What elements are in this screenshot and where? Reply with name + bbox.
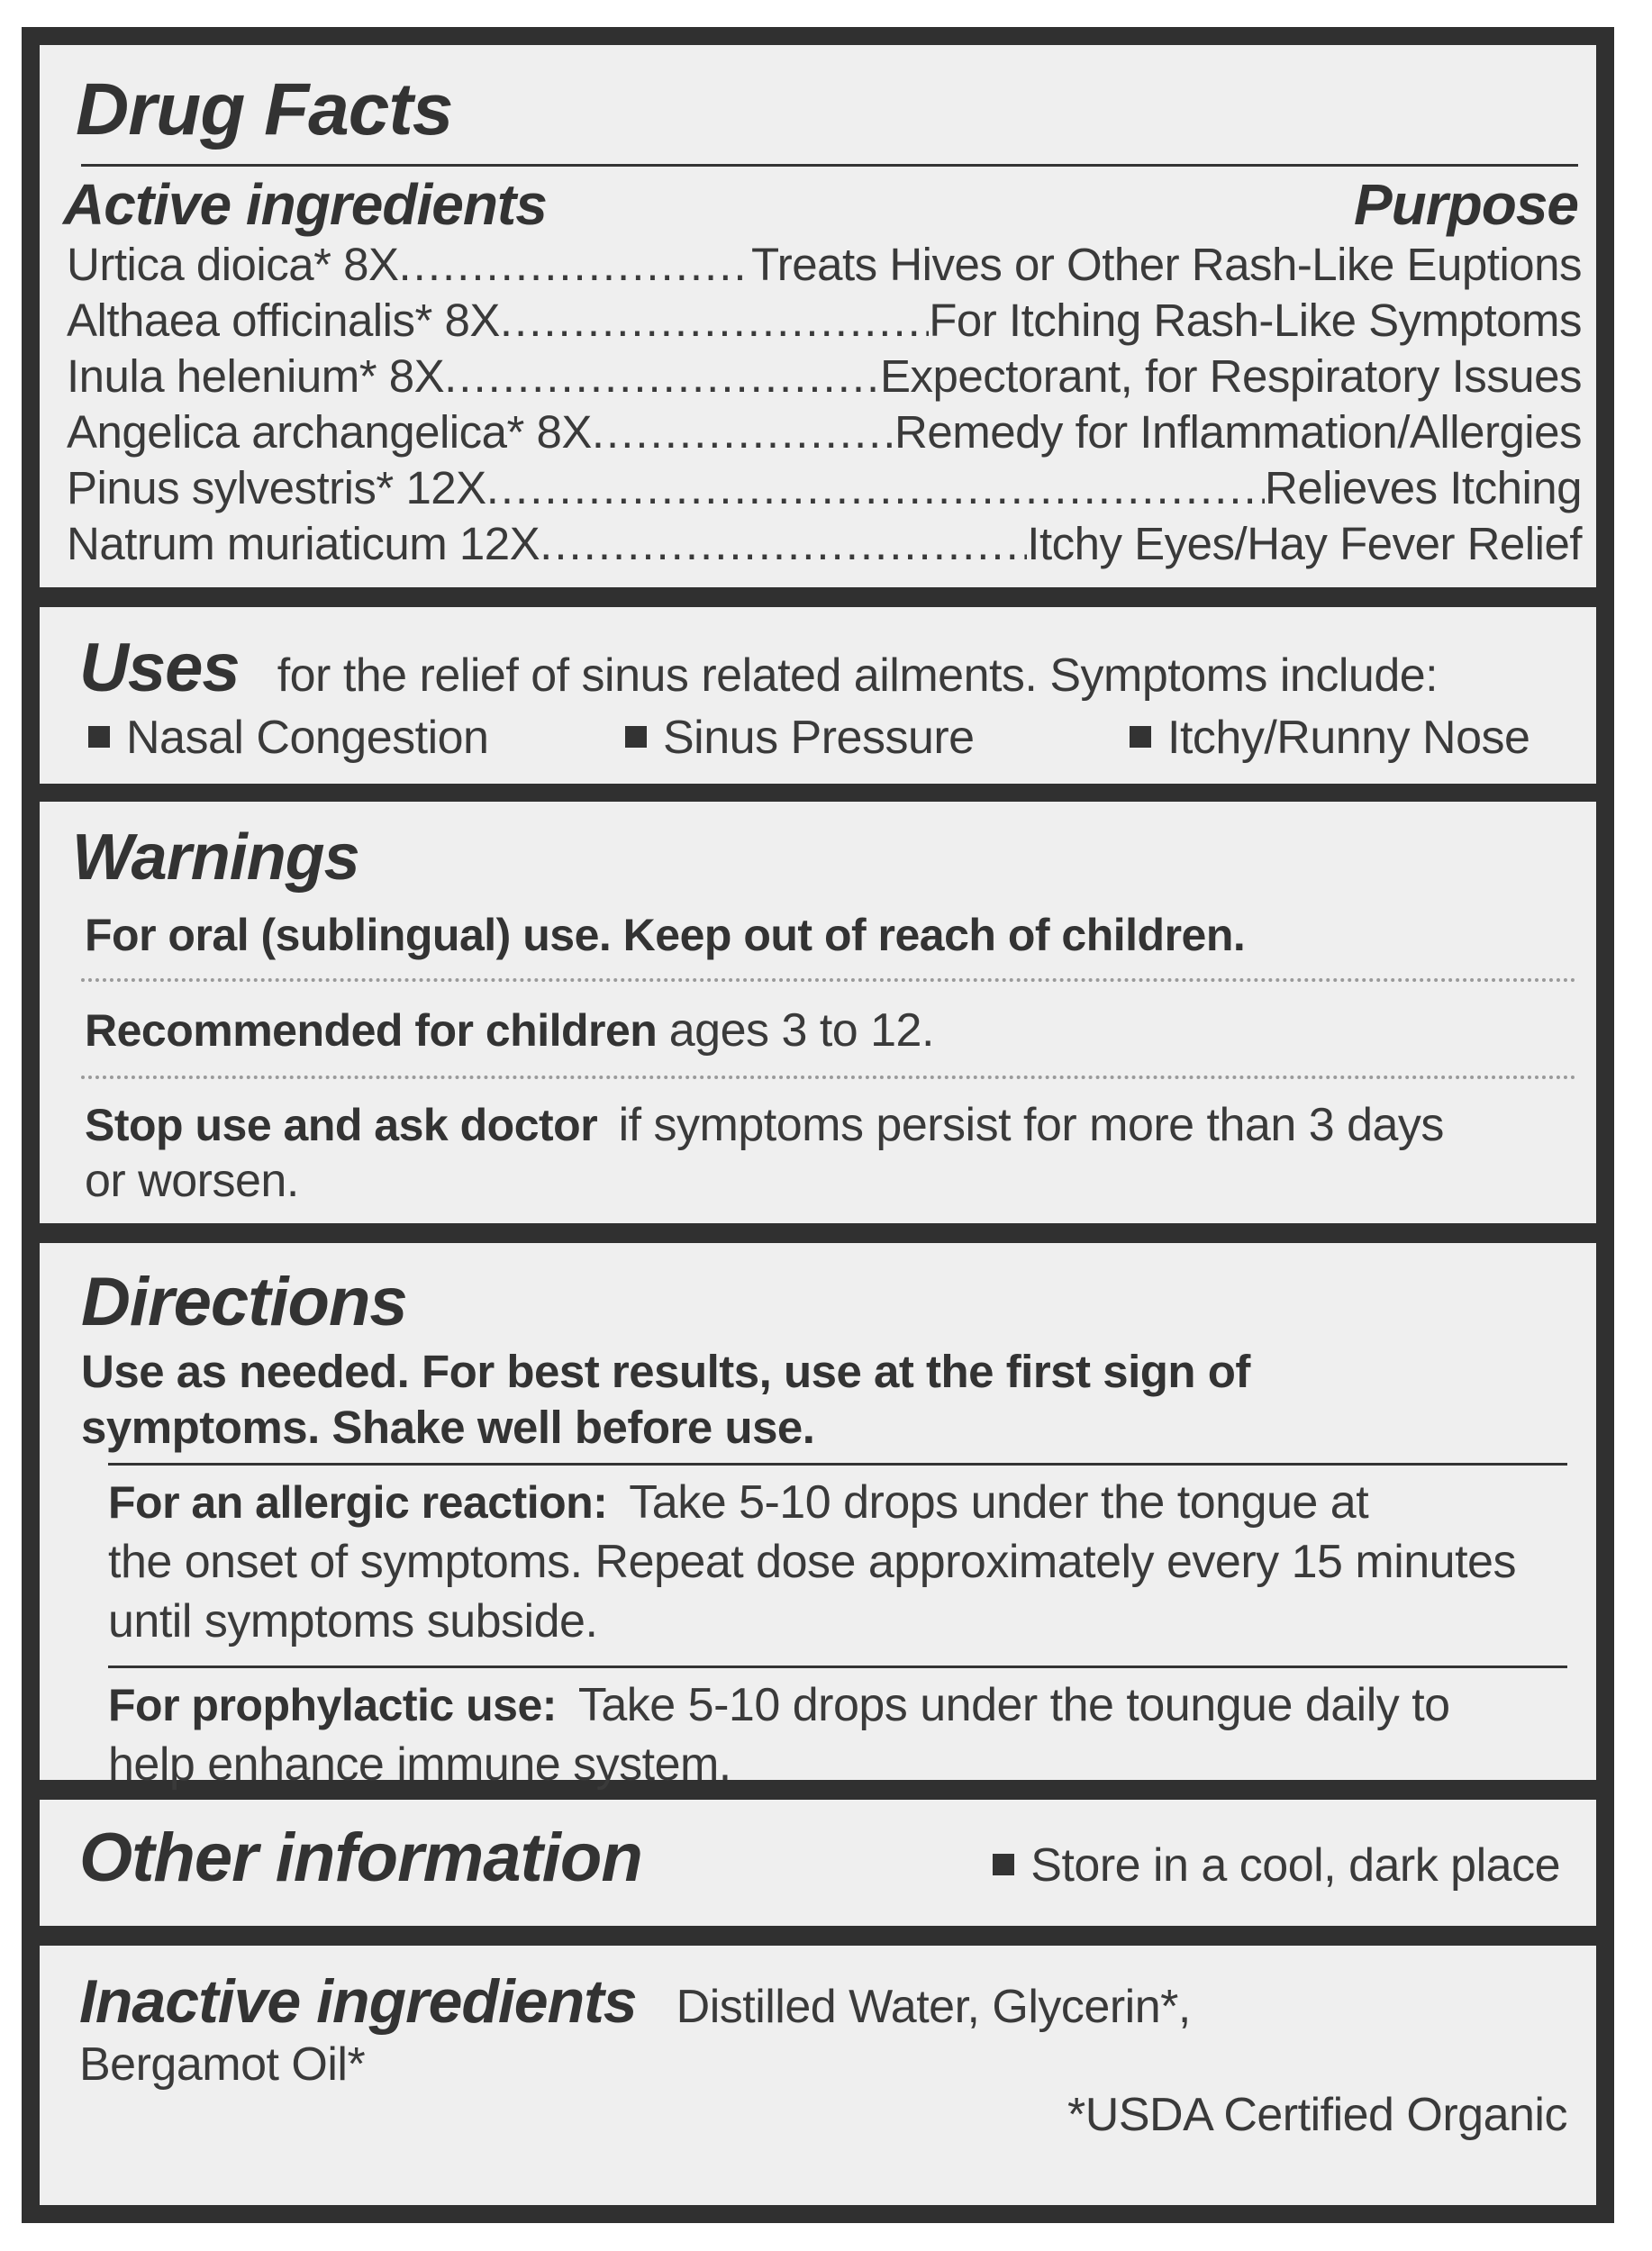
leader-dots [486, 460, 1265, 516]
active-ingredients-header [63, 172, 1578, 237]
uses-heading: Uses [79, 630, 240, 706]
symptoms-list [79, 706, 1560, 769]
symptom-item: Itchy/Runny Nose [1130, 706, 1529, 769]
ingredient-row [67, 460, 1582, 516]
uses-line [79, 632, 1560, 704]
warnings-line-1: For oral (sublingual) use. Keep out of reach of children. [85, 910, 1246, 960]
directions-intro: Use as needed. For best results, use at the first sign of symptoms. Shake well before use. [81, 1346, 1250, 1453]
uses-text: for the relief of sinus related ailments. Symptoms include: [277, 649, 1439, 702]
leader-dots [444, 349, 880, 404]
ingredient-row [67, 293, 1582, 349]
prophylactic-block: For prophylactic use: Take 5-10 drops under the toungue daily to help enhance immune system. [108, 1679, 1450, 1791]
allergic-reaction-block: For an allergic reaction: Take 5-10 drops under the tongue at the onset of symptoms. Repeat dose approximately every 15 minutes until symptoms subside. [108, 1476, 1516, 1647]
ingredients-list [67, 237, 1582, 572]
active-ingredients-heading: Active ingredients [63, 172, 547, 237]
inactive-ingredients-panel [40, 1946, 1596, 2205]
ingredient-name: Althaea officinalis* 8X [67, 295, 500, 346]
purpose-heading: Purpose [1353, 172, 1578, 237]
inactive-text-2: Bergamot Oil* [79, 2038, 366, 2091]
warnings-line-2: Recommended for children ages 3 to 12. [85, 1004, 934, 1057]
directions-divider [108, 1666, 1567, 1668]
ingredient-name: Urtica dioica* 8X [67, 239, 399, 290]
inactive-text-1: Distilled Water, Glycerin*, [676, 1981, 1191, 2033]
ingredient-purpose: Expectorant, for Respiratory Issues [879, 350, 1582, 402]
leader-dots [592, 404, 894, 460]
warnings-heading: Warnings [72, 821, 359, 894]
symptom-item: Sinus Pressure [625, 706, 1130, 769]
bullet-square-icon [993, 1854, 1014, 1875]
directions-heading: Directions [81, 1264, 407, 1340]
symptom-item: Nasal Congestion [79, 706, 625, 769]
bullet-square-icon [1130, 726, 1151, 748]
title-rule [81, 164, 1578, 167]
ingredient-row [67, 237, 1582, 293]
warnings-divider [81, 1076, 1576, 1079]
ingredient-purpose: For Itching Rash-Like Symptoms [929, 295, 1582, 346]
drug-facts-title: Drug Facts [76, 68, 453, 150]
other-information-line [79, 1818, 1560, 1899]
ingredient-purpose: Relieves Itching [1264, 462, 1582, 513]
leader-dots [540, 516, 1027, 572]
ingredient-row [67, 404, 1582, 460]
directions-divider [108, 1463, 1567, 1466]
inactive-ingredients-heading: Inactive ingredients [79, 1967, 637, 2036]
bullet-square-icon [88, 726, 110, 748]
ingredient-row [67, 516, 1582, 572]
inactive-line [79, 1965, 1560, 2038]
organic-footnote: *USDA Certified Organic [1067, 2089, 1567, 2141]
other-information-heading: Other information [79, 1820, 642, 1896]
drug-facts-label [22, 27, 1614, 2223]
ingredient-name: Pinus sylvestris* 12X [67, 462, 486, 513]
drug-facts-panel [40, 45, 1596, 587]
ingredient-name: Angelica archangelica* 8X [67, 406, 592, 458]
warnings-line-3: Stop use and ask doctor if symptoms persist for more than 3 days or worsen. [85, 1099, 1444, 1207]
ingredient-row [67, 349, 1582, 404]
warnings-panel [40, 802, 1596, 1223]
leader-dots [399, 237, 752, 293]
other-information-panel [40, 1800, 1596, 1926]
directions-panel [40, 1243, 1596, 1791]
leader-dots [500, 293, 929, 349]
ingredient-purpose: Itchy Eyes/Hay Fever Relief [1027, 518, 1582, 569]
ingredient-name: Inula helenium* 8X [67, 350, 445, 402]
other-information-item: Store in a cool, dark place [993, 1838, 1560, 1892]
ingredient-purpose: Treats Hives or Other Rash-Like Euptions [751, 239, 1582, 290]
uses-panel [40, 607, 1596, 784]
warnings-divider [81, 978, 1576, 982]
ingredient-purpose: Remedy for Inflammation/Allergies [894, 406, 1582, 458]
ingredient-name: Natrum muriaticum 12X [67, 518, 540, 569]
bullet-square-icon [625, 726, 647, 748]
